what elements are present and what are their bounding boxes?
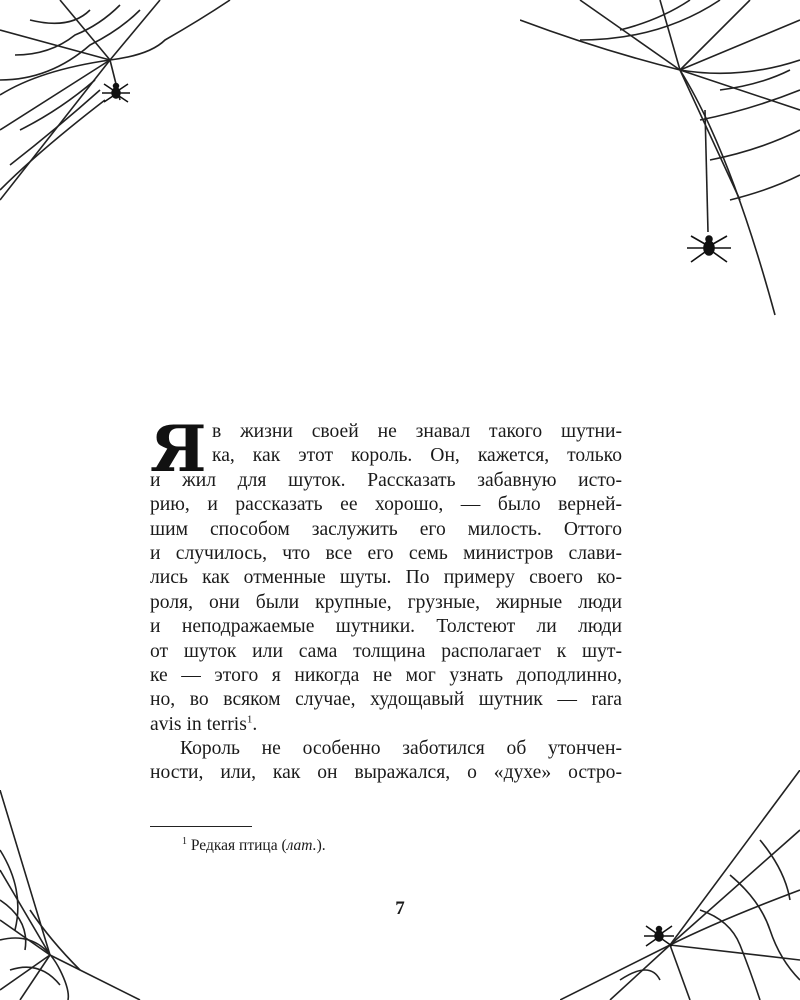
text-line: лись как отменные шуты. По примеру своего ко- bbox=[150, 567, 622, 589]
text-line: в жизни своей не знавал такого шутни- bbox=[212, 421, 622, 442]
cobweb-top-left bbox=[0, 0, 240, 210]
text-line: от шуток или сама толщина располагает к шут- bbox=[150, 640, 622, 662]
footnote-marker: 1 bbox=[182, 835, 187, 847]
text-line: ности, или, как он выражался, о «духе» остро- bbox=[150, 762, 622, 784]
text-line: шим способом заслужить его милость. Оттого bbox=[150, 518, 622, 540]
hanging-spider-icon bbox=[685, 228, 733, 268]
page-number: 7 bbox=[395, 898, 405, 919]
text-line: ка, как этот король. Он, кажется, только bbox=[212, 445, 622, 467]
text-line: и неподражаемые шутники. Толстеют ли люди bbox=[150, 616, 622, 638]
text-line: avis in terris$^1$. bbox=[150, 713, 258, 735]
text-line: рию, и рассказать ее хорошо, — было верней- bbox=[150, 494, 622, 516]
footnote-divider bbox=[150, 826, 252, 827]
text-line: и случилось, что все его семь министров слави- bbox=[150, 542, 622, 564]
text-line: роля, они были крупные, грузные, жирные люди bbox=[150, 591, 622, 613]
text-line: но, во всяком случае, худощавый шутник — rara bbox=[150, 689, 622, 711]
cobweb-top-right bbox=[520, 0, 800, 320]
footnote-reference[interactable]: 1 bbox=[246, 713, 253, 726]
spider-icon bbox=[100, 78, 132, 106]
text-line: Король не особенно заботился об утончен- bbox=[180, 738, 622, 760]
cobweb-bottom-left bbox=[0, 790, 150, 1000]
cobweb-bottom-right bbox=[560, 770, 800, 1000]
text-line: и жил для шуток. Рассказать забавную исто- bbox=[150, 469, 622, 491]
drop-cap: Я bbox=[150, 412, 205, 487]
text-line: ке — этого я никогда не мог узнать доподлинно, bbox=[150, 664, 622, 686]
spider-icon bbox=[642, 920, 676, 950]
body-text bbox=[150, 412, 622, 786]
footnote: $^1$ Редкая птица (лат.). bbox=[182, 835, 326, 854]
